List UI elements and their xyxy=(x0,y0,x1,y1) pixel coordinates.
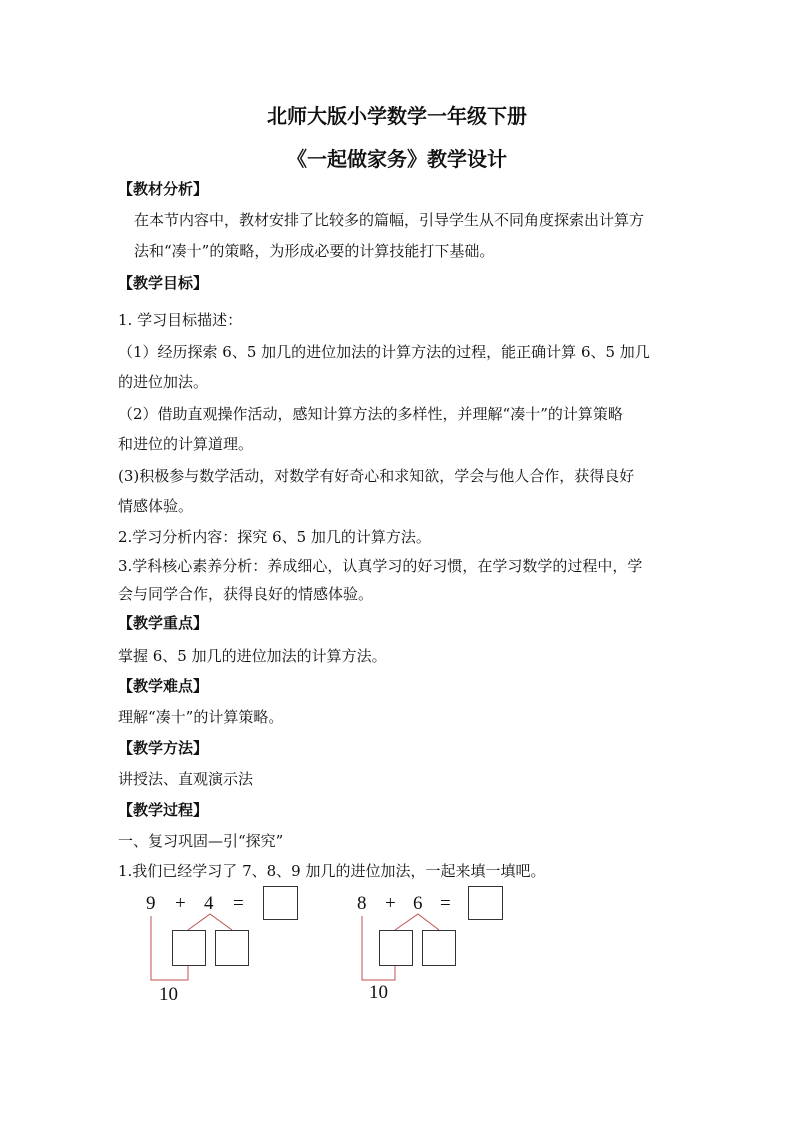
goal-core-line-2: 会与同学合作，获得良好的情感体验。 xyxy=(118,585,374,603)
document-title-line1: 北师大版小学数学一年级下册 xyxy=(267,104,527,128)
document-title-line2: 《一起做家务》教学设计 xyxy=(287,147,507,171)
right-split-line xyxy=(395,914,439,930)
analysis-line-1: 在本节内容中，教材安排了比较多的篇幅，引导学生从不同角度探索出计算方 xyxy=(134,211,645,229)
left-plus-sign: + xyxy=(175,893,186,914)
left-split-box-2[interactable] xyxy=(215,930,249,966)
left-ten-label: 10 xyxy=(159,984,178,1005)
goal-2-line-2: 和进位的计算道理。 xyxy=(118,435,254,453)
right-plus-sign: + xyxy=(385,893,396,914)
key-point-text: 掌握 6、5 加几的进位加法的计算方法。 xyxy=(118,647,387,665)
right-addend-b: 6 xyxy=(413,893,423,914)
left-answer-box[interactable] xyxy=(263,886,298,920)
goal-3-line-1: (3)积极参与数学活动，对数学有好奇心和求知欲，学会与他人合作，获得良好 xyxy=(118,467,635,485)
key-point-heading: 【教学重点】 xyxy=(118,614,209,632)
analysis-heading: 【教材分析】 xyxy=(118,180,209,198)
left-addend-a: 9 xyxy=(146,893,156,914)
left-addend-b: 4 xyxy=(204,893,214,914)
goal-content: 2.学习分析内容：探究 6、5 加几的计算方法。 xyxy=(118,528,431,546)
right-split-box-1[interactable] xyxy=(379,930,413,966)
goal-1-line-2: 的进位加法。 xyxy=(118,373,209,391)
goal-core-line-1: 3.学科核心素养分析：养成细心，认真学习的好习惯，在学习数学的过程中，学 xyxy=(118,557,643,575)
method-text: 讲授法、直观演示法 xyxy=(118,770,254,788)
left-split-line xyxy=(188,914,232,930)
method-heading: 【教学方法】 xyxy=(118,739,209,757)
difficulty-text: 理解“凑十”的计算策略。 xyxy=(118,708,284,726)
process-heading: 【教学过程】 xyxy=(118,801,209,819)
right-answer-box[interactable] xyxy=(468,886,503,920)
right-ten-label: 10 xyxy=(369,982,388,1003)
right-split-box-2[interactable] xyxy=(422,930,456,966)
goal-1-line-1: （1）经历探索 6、5 加几的进位加法的计算方法的过程，能正确计算 6、5 加几 xyxy=(118,343,650,361)
goals-heading: 【教学目标】 xyxy=(118,274,209,292)
process-step-1: 一、复习巩固—引“探究” xyxy=(118,832,284,850)
goal-3-line-2: 情感体验。 xyxy=(118,497,194,515)
goal-intro: 1. 学习目标描述： xyxy=(118,311,243,329)
left-equals-sign: = xyxy=(233,893,244,914)
right-equals-sign: = xyxy=(440,893,451,914)
analysis-line-2: 法和“凑十”的策略，为形成必要的计算技能打下基础。 xyxy=(134,242,495,260)
right-addend-a: 8 xyxy=(357,893,367,914)
process-item-1: 1.我们已经学习了 7、8、9 加几的进位加法，一起来填一填吧。 xyxy=(118,862,546,880)
left-split-box-1[interactable] xyxy=(172,930,206,966)
difficulty-heading: 【教学难点】 xyxy=(118,677,209,695)
goal-2-line-1: （2）借助直观操作活动，感知计算方法的多样性，并理解“凑十”的计算策略 xyxy=(118,405,623,423)
